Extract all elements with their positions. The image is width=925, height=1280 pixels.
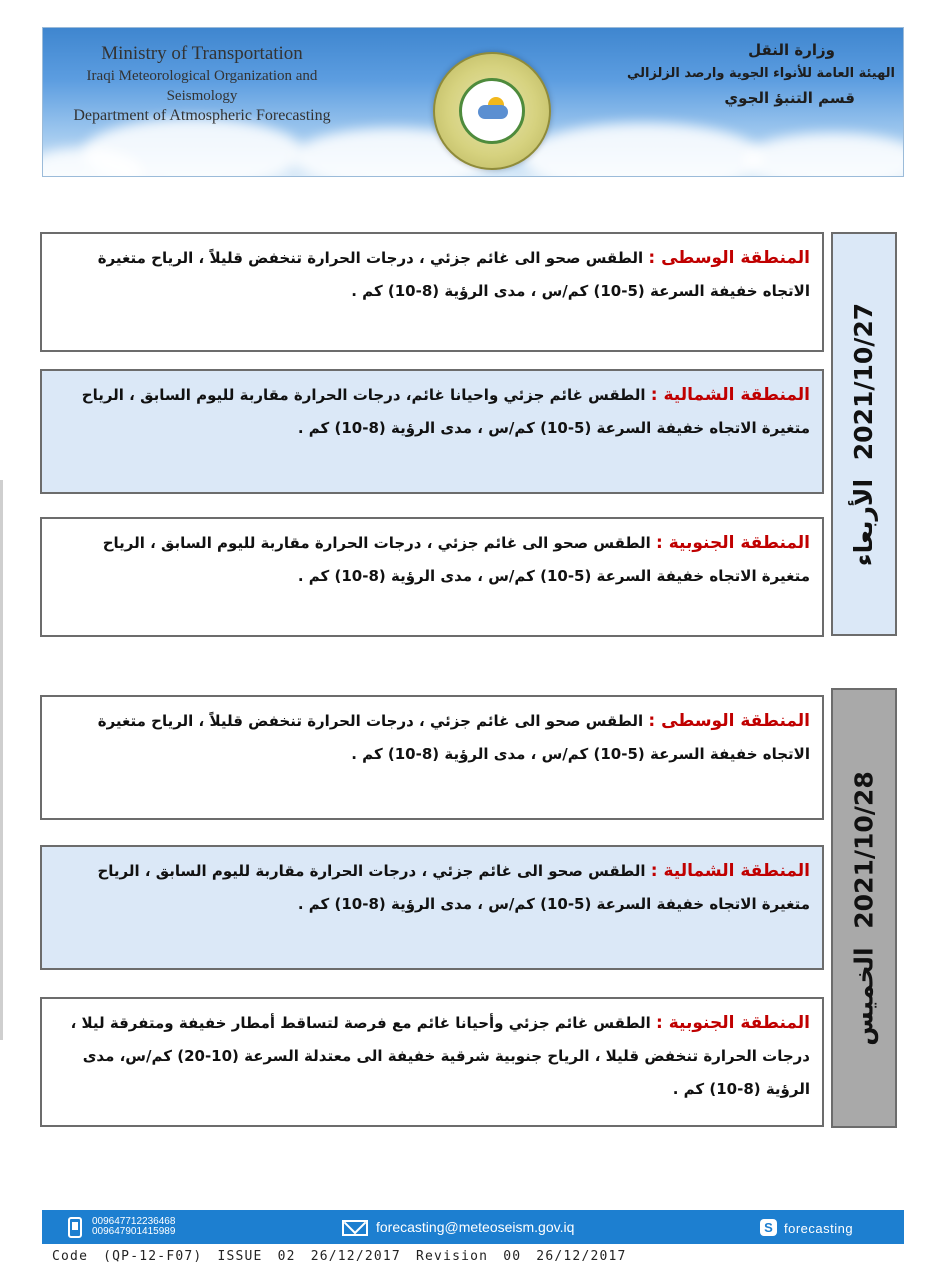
phone-icon — [68, 1217, 82, 1238]
forecast-north-day2 — [40, 845, 824, 970]
forecast-text: الطقس غائم جزئي واحيانا غائم، درجات الحرارة مقاربة لليوم السابق ، الرياح متغيرة الاتجاه خفيفة السرعة (5-10) كم/س ، مدى الرؤية (8-10) كم . — [81, 386, 810, 437]
date-bar-day2 — [831, 688, 897, 1128]
organization-logo — [433, 52, 551, 170]
phone-numbers — [92, 1217, 175, 1237]
forecast-text: الطقس صحو الى غائم جزئي ، درجات الحرارة مقاربة لليوم السابق ، الرياح متغيرة الاتجاه خفيفة السرعة (5-10) كم/س ، مدى الرؤية (8-10) كم . — [102, 534, 810, 585]
organization-name-en: Iraqi Meteorological Organization and Seismology — [86, 68, 318, 104]
region-title: المنطقة الشمالية : — [650, 385, 810, 405]
weekday-value: الأربعاء — [849, 478, 879, 566]
mail-icon — [342, 1220, 368, 1236]
region-title: المنطقة الجنوبية : — [656, 1013, 810, 1033]
forecast-central-day2 — [40, 695, 824, 820]
forecast-north-day1 — [40, 369, 824, 494]
phone-number-1: 009647712236468 — [92, 1216, 176, 1227]
cloud-decoration — [523, 123, 763, 177]
date-label — [850, 302, 879, 565]
document-code-line: Code (QP-12-F07) ISSUE 02 26/12/2017 Revision 00 26/12/2017 — [52, 1249, 627, 1264]
forecast-central-day1 — [40, 232, 824, 352]
organization-name-ar: الهيئة العامة للأنواء الجوية وارصد الزلزالي — [626, 66, 895, 81]
ministry-name-ar: وزارة النقل — [748, 41, 835, 59]
department-name-en: Department of Atmospheric Forecasting — [73, 107, 331, 124]
ministry-name-en: Ministry of Transportation — [101, 43, 303, 64]
forecast-text: الطقس صحو الى غائم جزئي ، درجات الحرارة تنخفض قليلاً ، الرياح متغيرة الاتجاه خفيفة السرعة (5-10) كم/س ، مدى الرؤية (8-10) كم . — [97, 249, 810, 300]
email-link[interactable]: forecasting@meteoseism.gov.iq — [376, 1219, 575, 1235]
footer-contact-bar — [42, 1210, 904, 1244]
forecast-text: الطقس صحو الى غائم جزئي ، درجات الحرارة تنخفض قليلاً ، الرياح متغيرة الاتجاه خفيفة السرعة (5-10) كم/س ، مدى الرؤية (8-10) كم . — [97, 712, 810, 763]
forecast-south-day1 — [40, 517, 824, 637]
date-value: 2021/10/27 — [849, 302, 879, 460]
cloud-decoration — [743, 133, 904, 177]
date-bar-day1 — [831, 232, 897, 636]
page-edge-shadow — [0, 480, 3, 1040]
forecast-text: الطقس صحو الى غائم جزئي ، درجات الحرارة مقاربة لليوم السابق ، الرياح متغيرة الاتجاه خفيفة السرعة (5-10) كم/س ، مدى الرؤية (8-10) كم . — [97, 862, 810, 913]
cloud-icon — [478, 105, 508, 119]
forecast-south-day2 — [40, 997, 824, 1127]
skype-handle[interactable]: forecasting — [784, 1221, 854, 1236]
region-title: المنطقة الجنوبية : — [656, 533, 810, 553]
department-name-ar: قسم التنبؤ الجوي — [724, 89, 855, 107]
region-title: المنطقة الوسطى : — [648, 711, 810, 731]
header-banner — [42, 27, 904, 177]
logo-inner-circle — [459, 78, 525, 144]
region-title: المنطقة الوسطى : — [648, 248, 810, 268]
english-title-block — [57, 42, 347, 126]
weekday-value: الخميس — [849, 946, 879, 1046]
skype-icon: S — [760, 1219, 777, 1236]
region-title: المنطقة الشمالية : — [650, 861, 810, 881]
date-value: 2021/10/28 — [849, 770, 879, 929]
phone-number-2: 009647901415989 — [92, 1226, 176, 1237]
forecast-text: الطقس غائم جزئي وأحيانا غائم مع فرصة لتساقط أمطار خفيفة ومتفرقة ليلا ، درجات الحرارة تنخفض قليلا ، الرياح جنوبية شرقية خفيفة الى معتدلة السرعة (10-20) كم/س، مدى الرؤية (8-10) كم . — [70, 1014, 810, 1098]
date-label — [850, 771, 879, 1045]
arabic-title-block — [625, 38, 895, 110]
